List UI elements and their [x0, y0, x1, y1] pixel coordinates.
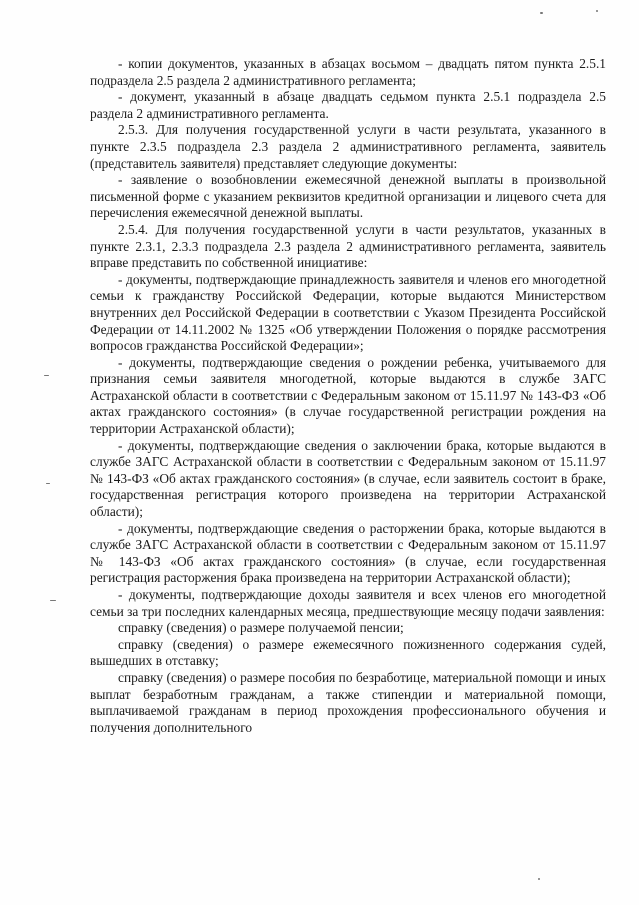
document-body — [90, 56, 606, 736]
paragraph-2: - документ, указанный в абзаце двадцать седьмом пункта 2.5.1 подраздела 2.5 раздела 2 административного регламента. — [90, 89, 606, 121]
paragraph-1: - копии документов, указанных в абзацах восьмом – двадцать пятом пункта 2.5.1 подраздела 2.5 раздела 2 административного регламента; — [90, 56, 606, 88]
paragraph-8: - документы, подтверждающие сведения о заключении брака, которые выдаются в службе ЗАГС Астраханской области в соответствии с Федеральным законом от 15.11.97 № 143-ФЗ «Об актах гражданского состояния» (в случае, если заявитель состоит в браке, государственная регистрация которого произведена на территории Астраханской области); — [90, 437, 606, 520]
paragraph-10: - документы, подтверждающие доходы заявителя и всех членов его многодетной семьи за три последних календарных месяца, предшествующие месяцу подачи заявления: — [90, 587, 606, 619]
paragraph-6: - документы, подтверждающие принадлежность заявителя и членов его многодетной семьи к гражданству Российской Федерации, которые выдаются Министерством внутренних дел Российской Федерации в соответствии с Указом Президента Российской Федерации от 14.11.2002 № 1325 «Об утверждении Положения о порядке рассмотрения вопросов гражданства Российской Федерации»; — [90, 271, 606, 354]
scan-speck — [596, 10, 598, 12]
paragraph-13: справку (сведения) о размере пособия по безработице, материальной помощи и иных выплат безработным гражданам, а также стипендии и материальной помощи, выплачиваемой гражданам в период прохождения профессионального обучения и получения дополнительного — [90, 669, 606, 735]
scan-speck — [538, 878, 540, 880]
paragraph-12: справку (сведения) о размере ежемесячного пожизненного содержания судей, вышедших в отставку; — [90, 636, 606, 669]
scan-speck — [540, 12, 543, 14]
scan-speck — [44, 375, 49, 376]
paragraph-9: - документы, подтверждающие сведения о расторжении брака, которые выдаются в службе ЗАГС Астраханской области в соответствии с Федеральным законом от 15.11.97 № 143-ФЗ «Об актах гражданского состояния» (в случае, если государственная регистрация расторжения брака произведена на территории Астраханской области); — [90, 520, 606, 586]
paragraph-5: 2.5.4. Для получения государственной услуги в части результатов, указанных в пункте 2.3.1, 2.3.3 подраздела 2.3 раздела 2 административного регламента, заявитель вправе представить по собственной инициативе: — [90, 221, 606, 271]
paragraph-7: - документы, подтверждающие сведения о рождении ребенка, учитываемого для признания семьи заявителя многодетной, которые выдаются в службе ЗАГС Астраханской области в соответствии с Федеральным законом от 15.11.97 № 143-ФЗ «Об актах гражданского состояния» (в случае государственной регистрации рождения на территории Астраханской области); — [90, 354, 606, 437]
paragraph-4: - заявление о возобновлении ежемесячной денежной выплаты в произвольной письменной форме с указанием реквизитов кредитной организации и лицевого счета для перечисления ежемесячной денежной выплаты. — [90, 172, 606, 221]
paragraph-3: 2.5.3. Для получения государственной услуги в части результата, указанного в пункте 2.3.5 подраздела 2.3 раздела 2 административного регламента, заявитель (представитель заявителя) представляет следующие документы: — [90, 122, 606, 171]
paragraph-11: справку (сведения) о размере получаемой пенсии; — [118, 620, 404, 636]
scan-speck — [50, 600, 56, 601]
scan-speck — [46, 483, 50, 484]
